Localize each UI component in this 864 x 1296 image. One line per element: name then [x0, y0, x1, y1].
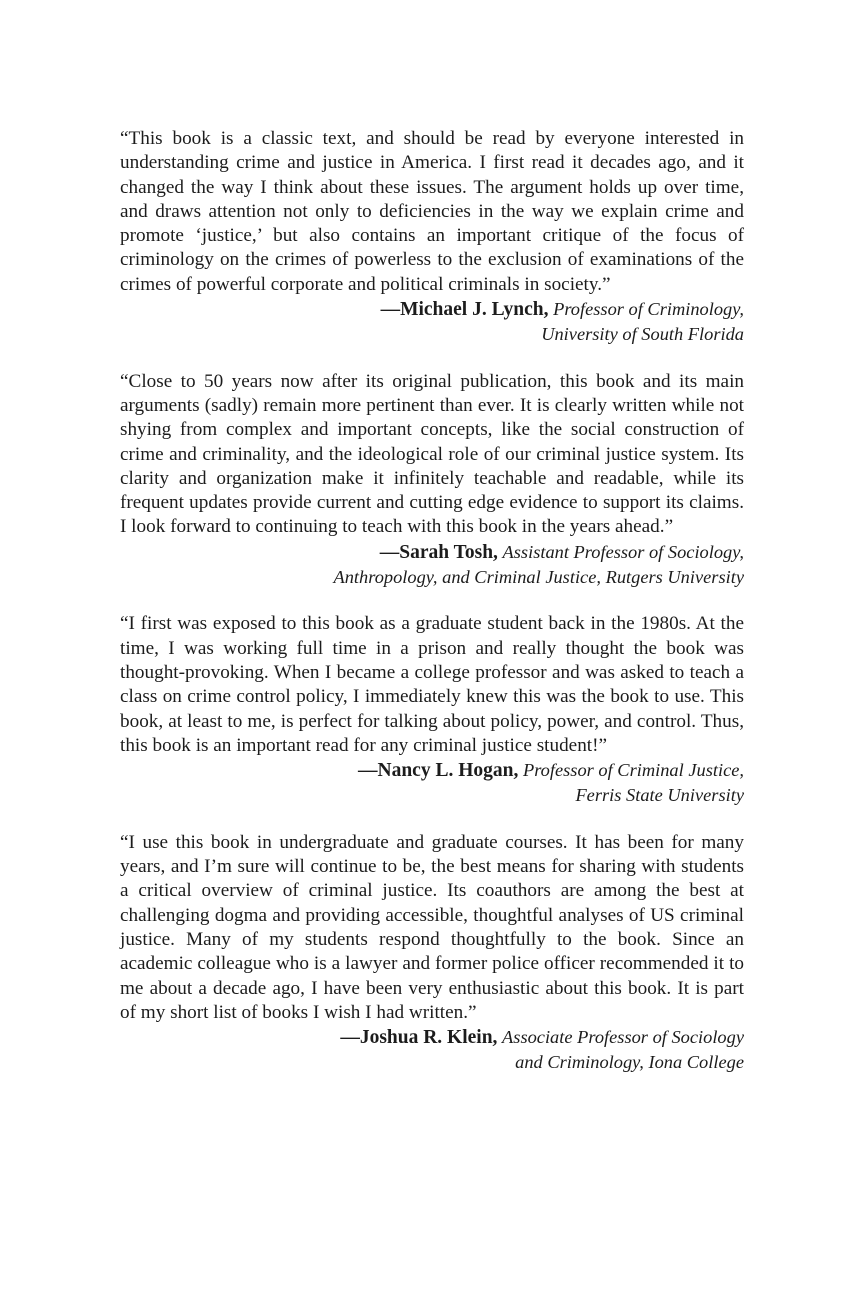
- blurb-author-name: —Michael J. Lynch,: [380, 299, 549, 321]
- blurb-klein: [120, 831, 744, 1075]
- blurb-quote: “I first was exposed to this book as a graduate student back in the 1980s. At the time, I was working full time in a prison and really thought the book was thought-provoking. When I became a college professor and was asked to teach a class on crime control policy, I immediately knew this was the book to use. This book, at least to me, is perfect for talking about policy, power, and control. Thus, this book is an important read for any criminal justice student!”: [120, 613, 744, 756]
- blurb-attribution: [120, 758, 744, 808]
- blurb-lynch: [120, 127, 744, 347]
- blurb-author-title: Professor of Criminology,: [553, 299, 744, 320]
- praise-page: [120, 127, 744, 1098]
- blurb-quote: “I use this book in undergraduate and graduate courses. It has been for many years, and I’m sure will continue to be, the best means for sharing with students a critical overview of criminal justice. Its coauthors are among the best at challenging dogma and providing accessible, thoughtful analyses of US criminal justice. Many of my students respond thoughtfully to the book. Since an academic colleague who is a lawyer and former police officer recommended it to me about a decade ago, I have been very enthusiastic about this book. It is part of my short list of books I wish I had written.”: [120, 831, 744, 1023]
- blurb-author-affiliation: University of South Florida: [541, 324, 744, 345]
- blurb-attribution: [120, 1025, 744, 1075]
- blurb-tosh: [120, 370, 744, 590]
- blurb-author-name: —Nancy L. Hogan,: [358, 760, 519, 782]
- blurb-author-affiliation: Anthropology, and Criminal Justice, Rutgers University: [333, 567, 744, 588]
- blurb-attribution: [120, 297, 744, 347]
- blurb-author-title: Professor of Criminal Justice,: [522, 760, 744, 781]
- blurb-author-name: —Joshua R. Klein,: [340, 1027, 498, 1049]
- blurb-author-affiliation: Ferris State University: [575, 785, 744, 806]
- blurb-author-name: —Sarah Tosh,: [379, 541, 498, 563]
- blurb-hogan: [120, 612, 744, 807]
- blurb-quote: “Close to 50 years now after its original publication, this book and its main arguments (sadly) remain more pertinent than ever. It is clearly written while not shying from complex and important concepts, like the social construction of crime and criminality, and the ideological role of our criminal justice system. Its clarity and organization make it infinitely teachable and readable, while its frequent updates provide current and cutting edge evidence to support its claims. I look forward to continuing to teach with this book in the years ahead.”: [120, 370, 744, 538]
- blurb-author-title: Associate Professor of Sociology: [502, 1027, 744, 1048]
- blurb-quote: “This book is a classic text, and should be read by everyone interested in understanding crime and justice in America. I first read it decades ago, and it changed the way I think about these issues. The argument holds up over time, and draws attention not only to deficiencies in the way we explain crime and promote ‘justice,’ but also contains an important critique of the focus of criminology on the crimes of powerless to the exclusion of examinations of the crimes of powerful corporate and political criminals in society.”: [120, 128, 744, 295]
- blurb-author-affiliation: and Criminology, Iona College: [515, 1052, 744, 1073]
- blurb-author-title: Assistant Professor of Sociology,: [502, 541, 744, 562]
- blurb-attribution: [120, 540, 744, 590]
